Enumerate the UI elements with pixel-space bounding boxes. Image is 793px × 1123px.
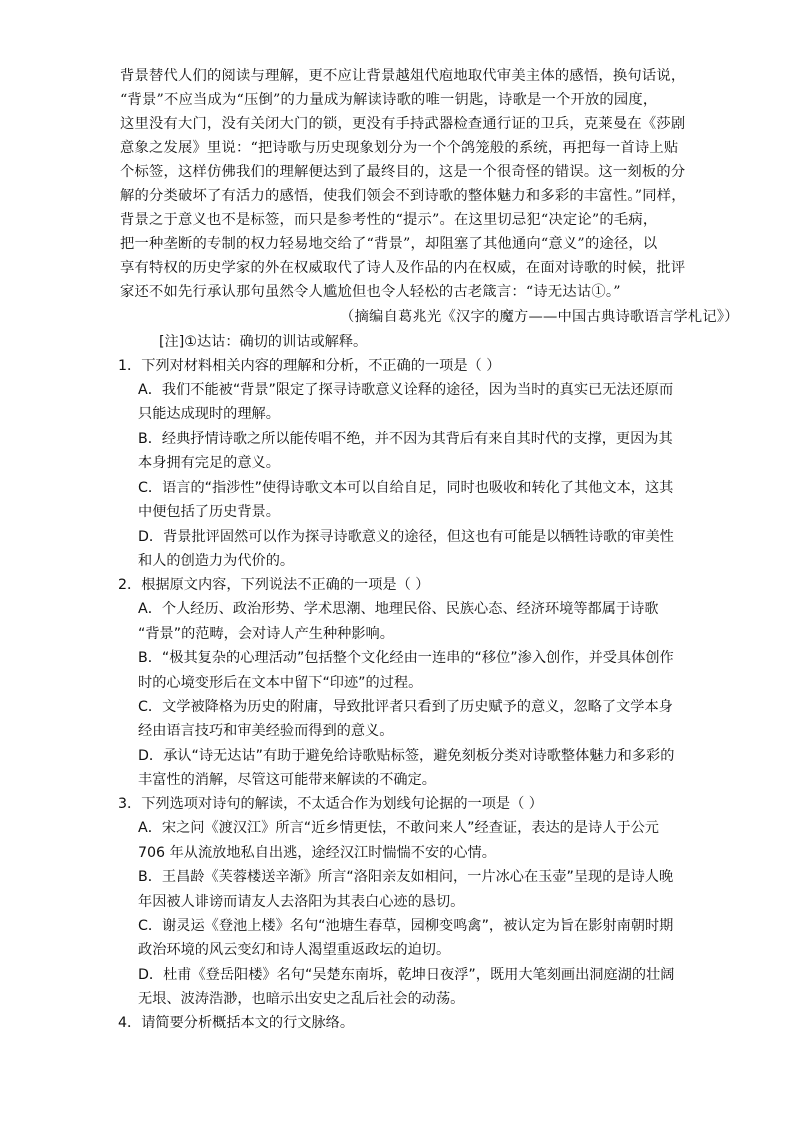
passage-line: 把一种垄断的专制的权力轻易地交给了“背景”，却阻塞了其他通向“意义”的途径，以 [120,236,658,252]
option-d-cont: 和人的创造力为代价的。 [138,553,295,569]
option-d: D．承认“诗无达诂”有助于避免给诗歌贴标签，避免刻板分类对诗歌整体魅力和多彩的 [138,748,675,764]
option-d: D．背景批评固然可以作为探寻诗歌意义的途径，但这也有可能是以牺牲诗歌的审美性 [138,529,674,545]
passage-line: 个标签，这样仿佛我们的理解便达到了最终目的，这是一个很奇怪的错误。这一刻板的分 [120,164,686,180]
option-b-cont: 时的心境变形后在文本中留下“印迹”的过程。 [138,675,423,691]
passage-line: 这里没有大门，没有关闭大门的锁，更没有手持武器检查通行证的卫兵，克莱曼在《莎剧 [120,116,686,132]
passage-line: “背景”不应当成为“压倒”的力量成为解读诗歌的唯一钥匙，诗歌是一个开放的园度， [120,92,658,108]
question-stem: 2．根据原文内容，下列说法不正确的一项是（ ） [118,577,430,593]
option-d: D．杜甫《登岳阳楼》名句“吴楚东南坼，乾坤日夜浮”，既用大笔刻画出洞庭湖的壮阔 [138,967,675,983]
passage-line: 背景之于意义也不是标签，而只是参考性的“提示”。在这里切忌犯“决定论”的毛病， [120,212,658,228]
passage-line: 意象之发展》里说：“把诗歌与历史现象划分为一个个鸽笼般的系统，再把每一首诗上贴 [120,140,679,156]
option-b: B．王昌龄《芙蓉楼送辛渐》所言“洛阳亲友如相问，一片冰心在玉壶”呈现的是诗人晚 [138,869,674,885]
option-c: C．谢灵运《登池上楼》名句“池塘生春草，园柳变鸣禽”，被认定为旨在影射南朝时期 [138,918,674,934]
passage-line: 解的分类破坏了有活力的感悟，使我们领会不到诗歌的整体魅力和多彩的丰富性。”同样， [120,188,686,204]
option-c-cont: 中便包括了历史背景。 [138,504,280,520]
source-citation: （摘编自葛兆光《汉字的魔方——中国古典诗歌语言学札记》） [340,309,739,325]
passage-line: 家还不如先行承认那句虽然令人尴尬但也令人轻松的古老箴言：“诗无达诂①。” [120,284,621,300]
option-b: B．经典抒情诗歌之所以能传唱不绝，并不因为其背后有来自其时代的支撑，更因为其 [138,431,673,447]
option-a: A．个人经历、政治形势、学术思潮、地理民俗、民族心态、经济环境等都属于诗歌 [138,601,659,617]
option-c-cont: 经由语言技巧和审美经验而得到的意义。 [138,723,394,739]
passage-line: 背景替代人们的阅读与理解，更不应让背景越俎代庖地取代审美主体的感悟，换句话说， [120,68,686,84]
footnote: [注]①达诂：确切的训诂或解释。 [159,334,368,350]
option-a-cont: 只能达成现时的理解。 [138,406,280,422]
option-a: A．我们不能被“背景”限定了探寻诗歌意义诠释的途径，因为当时的真实已无法还原而 [138,382,674,398]
question-stem: 3．下列选项对诗句的解读，不太适合作为划线句论据的一项是（ ） [118,796,543,812]
option-b-cont: 本身拥有完足的意义。 [138,455,280,471]
option-c-cont: 政治环境的风云变幻和诗人渴望重返政坛的迫切。 [138,942,451,958]
passage-line: 享有特权的历史学家的外在权威取代了诗人及作品的内在权威，在面对诗歌的时候，批评 [120,260,686,276]
option-b-cont: 年因被人诽谤而请友人去洛阳为其表白心迹的恳切。 [138,894,465,910]
option-a: A．宋之问《渡汉江》所言“近乡情更怯，不敢问来人”经查证，表达的是诗人于公元 [138,820,659,836]
option-d-cont: 丰富性的消解，尽管这可能带来解读的不确定。 [138,772,436,788]
option-a-cont: 706 年从流放地私自出逃，途经汉江时惴惴不安的心情。 [138,845,496,861]
question-stem: 1．下列对材料相关内容的理解和分析，不正确的一项是（ ） [118,358,501,374]
option-c: C．文学被降格为历史的附庸，导致批评者只看到了历史赋予的意义，忽略了文学本身 [138,699,673,715]
question-stem: 4．请简要分析概括本文的行文脉络。 [118,1015,355,1031]
option-c: C．语言的“指涉性”使得诗歌文本可以自给自足，同时也吸收和转化了其他文本，这其 [138,480,674,496]
option-b: B．“极其复杂的心理活动”包括整个文化经由一连串的“移位”渗入创作，并受具体创作 [138,650,674,666]
option-d-cont: 无垠、波涛浩渺，也暗示出安史之乱后社会的动荡。 [138,991,465,1007]
option-a-cont: “背景”的范畴，会对诗人产生种种影响。 [138,626,394,642]
